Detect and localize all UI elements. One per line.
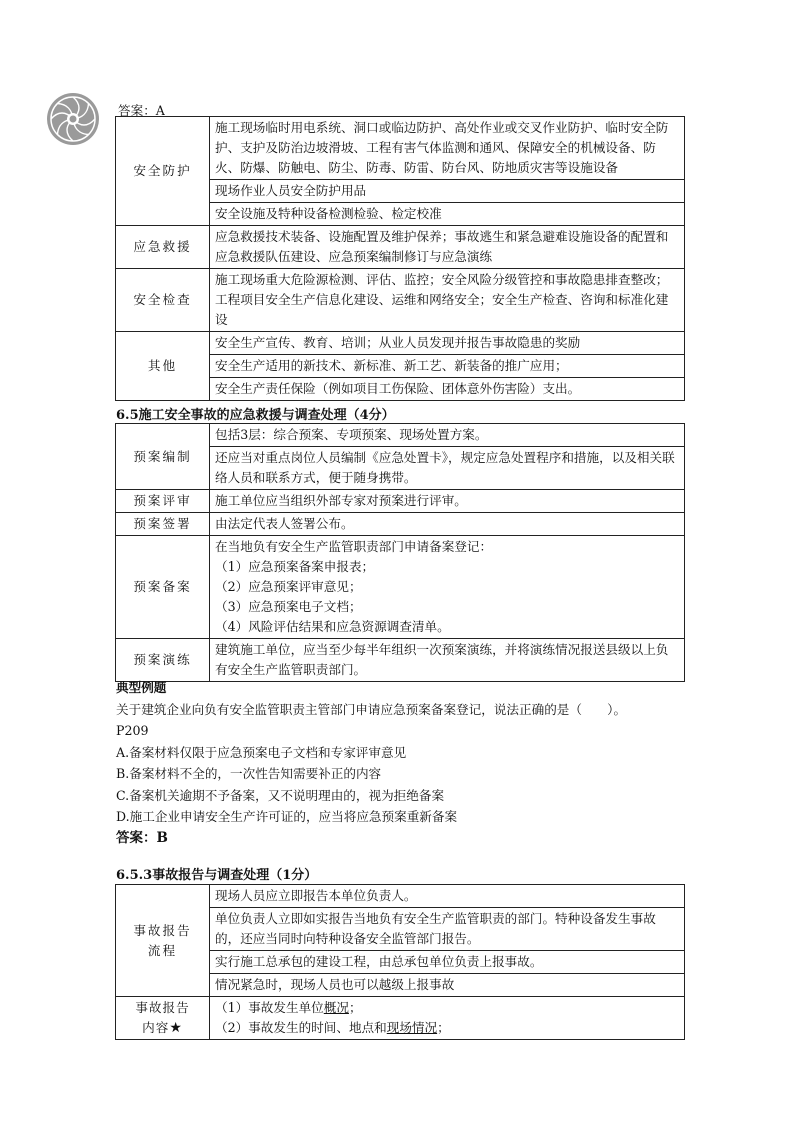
emergency-plan-table — [115, 423, 685, 682]
previous-answer: 答案：A — [118, 103, 165, 118]
logo-emblem-icon — [46, 92, 100, 146]
table-cell: 还应当对重点岗位人员编制《应急处置卡》，规定应急处置程序和措施，以及相关联络人员和联系方式，便于随身携带。 — [210, 447, 685, 490]
table-row — [116, 332, 685, 355]
section-title-6-5: 6.5施工安全事故的应急救援与调查处理（4分） — [116, 408, 395, 423]
option-a: A.备案材料仅限于应急预案电子文档和专家评审意见 — [116, 744, 407, 760]
table-row — [116, 513, 685, 536]
table-row — [116, 536, 685, 639]
table-cell — [210, 536, 685, 639]
option-c: C.备案机关逾期不予备案，又不说明理由的，视为拒绝备案 — [116, 787, 445, 803]
category-cell: 安全防护 — [116, 117, 210, 226]
table-cell: 包括3层：综合预案、专项预案、现场处置方案。 — [210, 424, 685, 447]
category-cell — [116, 885, 210, 997]
table-cell: 建筑施工单位，应当至少每半年组织一次预案演练，并将演练情况报送县级以上负有安全生产监管职责部门。 — [210, 639, 685, 682]
category-cell: 预案编制 — [116, 424, 210, 490]
page-reference: P209 — [116, 723, 149, 738]
category-cell: 安全检查 — [116, 269, 210, 332]
item-text: （2）事故发生的时间、地点和 — [215, 1020, 387, 1035]
accident-report-table — [115, 884, 685, 1040]
option-d: D.施工企业申请安全生产许可证的，应当将应急预案重新备案 — [116, 809, 458, 824]
example-question-block — [116, 677, 716, 849]
list-item: （3）应急预案电子文档； — [215, 599, 362, 614]
safety-cost-table — [115, 116, 685, 401]
table-cell: 单位负责人立即如实报告当地负有安全生产监管职责的部门。特种设备发生事故的，还应当同时向特种设备安全监管部门报告。 — [210, 908, 685, 951]
example-answer: 答案：B — [116, 829, 168, 846]
category-cell: 预案演练 — [116, 639, 210, 682]
table-cell: 现场作业人员安全防护用品 — [210, 180, 685, 203]
list-item: （4）风险评估结果和应急资源调查清单。 — [215, 619, 450, 634]
category-cell: 预案评审 — [116, 490, 210, 513]
list-item — [215, 998, 679, 1018]
category-line — [121, 1018, 204, 1038]
list-item — [215, 1018, 679, 1038]
table-row — [116, 269, 685, 332]
category-cell: 预案签署 — [116, 513, 210, 536]
table-cell: 施工单位应当组织外部专家对预案进行评审。 — [210, 490, 685, 513]
list-item: 在当地负有安全生产监管职责部门申请备案登记： — [215, 539, 493, 554]
table-row — [116, 424, 685, 447]
table-cell: 应急救援技术装备、设施配置及维护保养；事故逃生和紧急避难设施设备的配置和应急救援队伍建设、应急预案编制修订与应急演练 — [210, 226, 685, 269]
table-row — [116, 226, 685, 269]
category-cell — [116, 997, 210, 1040]
star-icon: ★ — [169, 1020, 183, 1036]
table-cell: 施工现场临时用电系统、洞口或临边防护、高处作业或交叉作业防护、临时安全防护、支护及防治边坡滑坡、工程有害气体监测和通风、保障安全的机械设备、防火、防爆、防触电、防尘、防毒、防雷、防台风、防地质灾害等设施设备 — [210, 117, 685, 180]
question-text: 关于建筑企业向负有安全监管职责主管部门申请应急预案备案登记，说法正确的是（ ）。 — [116, 701, 627, 717]
category-line: 事故报告 — [133, 922, 192, 938]
item-text: （1）事故发生单位 — [215, 1000, 324, 1015]
table-cell: 现场人员应立即报告本单位负责人。 — [210, 885, 685, 908]
category-cell: 预案备案 — [116, 536, 210, 639]
example-heading: 典型例题 — [116, 680, 167, 695]
item-text: ； — [348, 1000, 362, 1015]
table-row — [116, 117, 685, 180]
table-cell: 由法定代表人签署公布。 — [210, 513, 685, 536]
table-cell: 安全生产责任保险（例如项目工伤保险、团体意外伤害险）支出。 — [210, 378, 685, 401]
table-cell: 情况紧急时，现场人员也可以越级上报事故 — [210, 974, 685, 997]
section-title-6-5-3: 6.5.3事故报告与调查处理（1分） — [116, 868, 318, 883]
category-line: 事故报告 — [135, 1000, 190, 1015]
table-cell: 安全生产宣传、教育、培训；从业人员发现并报告事故隐患的奖励 — [210, 332, 685, 355]
list-item: （2）应急预案评审意见； — [215, 579, 362, 594]
category-cell: 应急救援 — [116, 226, 210, 269]
option-b: B.备案材料不全的，一次性告知需要补正的内容 — [116, 766, 382, 781]
table-cell: 施工现场重大危险源检测、评估、监控；安全风险分级管控和事故隐患排查整改；工程项目安全生产信息化建设、运维和网络安全；安全生产检查、咨询和标准化建设 — [210, 269, 685, 332]
category-line-text: 内容 — [142, 1020, 170, 1035]
item-underlined: 概况 — [323, 1000, 349, 1015]
item-text: ； — [437, 1020, 450, 1035]
table-row — [116, 885, 685, 908]
list-item: （1）应急预案备案申报表； — [215, 559, 375, 574]
item-underlined: 现场情况 — [386, 1020, 438, 1035]
table-cell — [210, 997, 685, 1040]
table-row — [116, 490, 685, 513]
category-cell: 其他 — [116, 332, 210, 401]
table-cell: 安全生产适用的新技术、新标准、新工艺、新装备的推广应用； — [210, 355, 685, 378]
table-cell: 实行施工总承包的建设工程，由总承包单位负责上报事故。 — [210, 951, 685, 974]
table-cell: 安全设施及特种设备检测检验、检定校准 — [210, 203, 685, 226]
table-row — [116, 639, 685, 682]
table-row — [116, 997, 685, 1040]
category-line: 流程 — [147, 942, 178, 958]
